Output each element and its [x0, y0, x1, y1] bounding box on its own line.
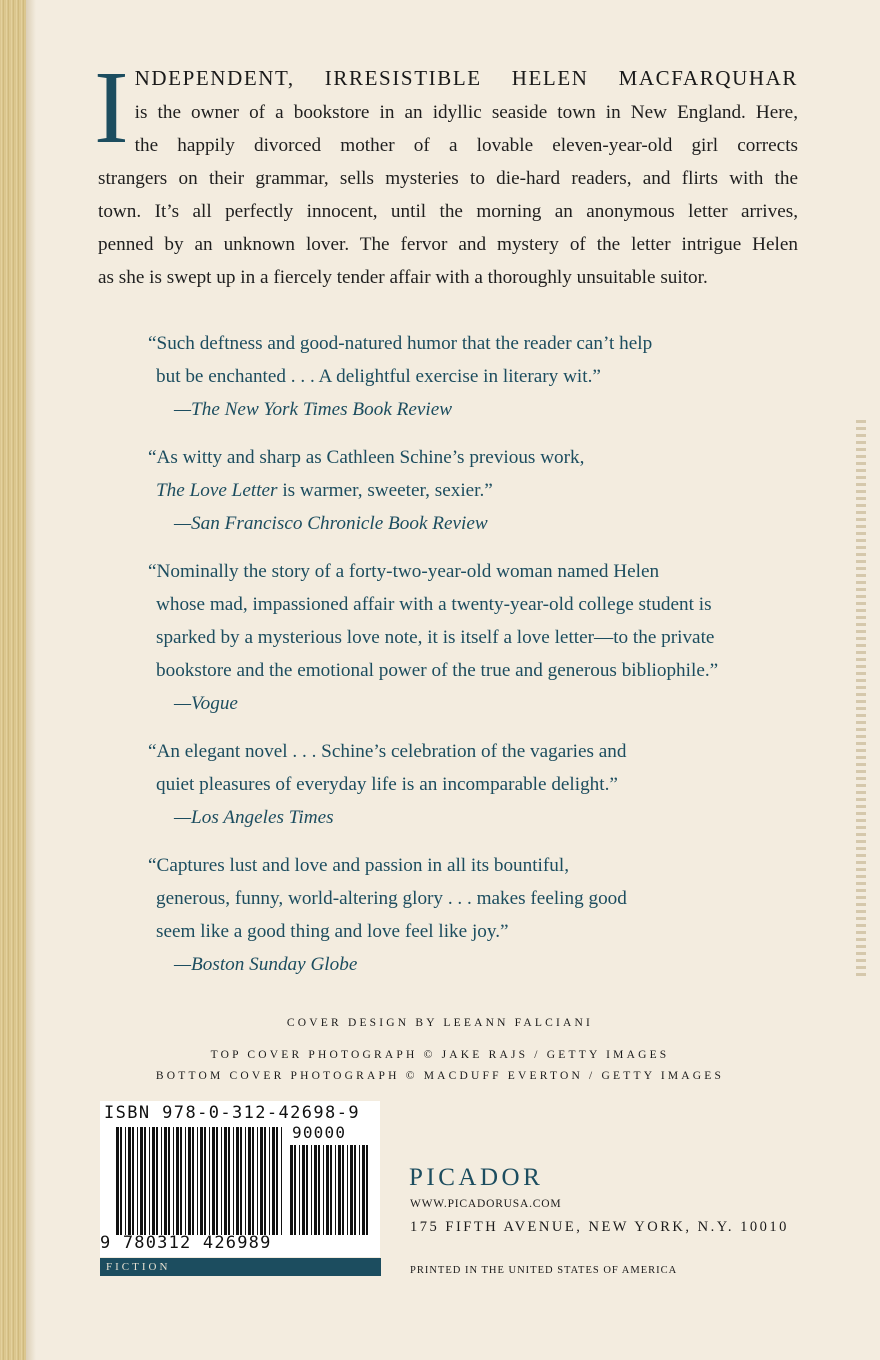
bottom-photo-credit: BOTTOM COVER PHOTOGRAPH © MACDUFF EVERTON / GETTY IMAGES [155, 1070, 725, 1082]
ean-digits: 9 780312 426989 [100, 1233, 272, 1253]
review-sf-chronicle [148, 441, 798, 540]
review-line: “Nominally the story of a forty-two-year-old woman named Helen [148, 561, 660, 582]
barcode-bar [161, 1127, 162, 1235]
review-nyt [148, 327, 798, 426]
barcode-bar [294, 1145, 296, 1235]
review-boston-globe [148, 849, 798, 981]
review-line: “An elegant novel . . . Schine’s celebration of the vagaries and [148, 741, 627, 762]
barcode-bar [216, 1127, 218, 1235]
review-source: —Vogue [174, 693, 238, 714]
review-line [148, 474, 798, 507]
barcode-bar [299, 1145, 300, 1235]
blurb-lead-caps: NDEPENDENT, IRRESISTIBLE HELEN MACFARQUHAR [134, 66, 798, 90]
isbn-number: ISBN 978-0-312-42698-9 [104, 1103, 360, 1123]
barcode-bar [140, 1127, 143, 1235]
barcode-bar [245, 1127, 246, 1235]
blurb-line-5: town. It’s all perfectly innocent, until the morning an anonymous letter arrives, [98, 201, 798, 222]
barcode-bar [152, 1127, 155, 1235]
review-line: seem like a good thing and love feel like joy.” [156, 921, 509, 942]
barcode-bar [128, 1127, 131, 1235]
review-source: —Los Angeles Times [174, 807, 334, 828]
barcode-bar [248, 1127, 251, 1235]
barcode-bar [311, 1145, 312, 1235]
barcode-bar [252, 1127, 254, 1235]
barcode-bar [176, 1127, 179, 1235]
barcode-bar [276, 1127, 278, 1235]
review-source: —San Francisco Chronicle Book Review [174, 513, 488, 534]
barcode-bar [354, 1145, 356, 1235]
barcode-bar [269, 1127, 270, 1235]
barcode-bar [236, 1127, 239, 1235]
book-title: The Love Letter [156, 480, 278, 501]
blurb [94, 50, 798, 294]
barcode-bar [173, 1127, 174, 1235]
ean-barcode-bars [116, 1127, 284, 1235]
barcode-bar [233, 1127, 234, 1235]
review-line: sparked by a mysterious love note, it is itself a love letter—to the private [156, 627, 715, 648]
printed-in: PRINTED IN THE UNITED STATES OF AMERICA [410, 1265, 678, 1276]
barcode-bar [125, 1127, 126, 1235]
barcode-bar [221, 1127, 222, 1235]
page-edge [0, 0, 26, 1360]
barcode-bar [281, 1127, 282, 1235]
barcode-bar [197, 1127, 198, 1235]
review-source: —The New York Times Book Review [174, 399, 453, 420]
barcode-bar [212, 1127, 215, 1235]
review-line: quiet pleasures of everyday life is an incomparable delight.” [156, 774, 618, 795]
barcode-bar [362, 1145, 365, 1235]
barcode-bar [318, 1145, 320, 1235]
barcode-bar [290, 1145, 293, 1235]
barcode-bar [326, 1145, 329, 1235]
barcode-bar [257, 1127, 258, 1235]
barcode-bar [366, 1145, 368, 1235]
barcode-bar [192, 1127, 194, 1235]
barcode-bar [335, 1145, 336, 1235]
barcode-bar [302, 1145, 305, 1235]
review-line: but be enchanted . . . A delightful exercise in literary wit.” [156, 366, 601, 387]
barcode-bar [185, 1127, 186, 1235]
barcode-bar [120, 1127, 122, 1235]
barcode-bar [200, 1127, 203, 1235]
barcode-bar [330, 1145, 332, 1235]
review-line: generous, funny, world-altering glory . . . makes feeling good [156, 888, 627, 909]
blurb-line-7: as she is swept up in a fiercely tender affair with a thoroughly unsuitable suitor. [98, 267, 708, 288]
drop-cap: I [94, 50, 129, 165]
barcode-bar [132, 1127, 134, 1235]
addon-barcode-bars [290, 1145, 370, 1235]
barcode-bar [144, 1127, 146, 1235]
blurb-line-6: penned by an unknown lover. The fervor and mystery of the letter intrigue Helen [98, 234, 798, 255]
review-line-rest: is warmer, sweeter, sexier.” [277, 480, 493, 501]
barcode-bar [359, 1145, 360, 1235]
barcode-bar [314, 1145, 317, 1235]
reviews [148, 327, 798, 996]
publisher-url: WWW.PICADORUSA.COM [410, 1198, 562, 1210]
publisher-name: PICADOR [409, 1164, 544, 1191]
top-photo-credit: TOP COVER PHOTOGRAPH © JAKE RAJS / GETTY IMAGES [210, 1049, 670, 1061]
cover-design-credit: COVER DESIGN BY LEEANN FALCIANI [286, 1017, 594, 1029]
publisher-address: 175 FIFTH AVENUE, NEW YORK, N.Y. 10010 [410, 1219, 789, 1235]
category-label: FICTION [100, 1258, 381, 1276]
blurb-line-1 [98, 62, 798, 96]
blurb-line-4: strangers on their grammar, sells mysteries to die-hard readers, and flirts with the [98, 168, 798, 189]
barcode-bar [260, 1127, 263, 1235]
barcode-bar [149, 1127, 150, 1235]
barcode-bar [342, 1145, 344, 1235]
barcode-bar [338, 1145, 341, 1235]
barcode-bar [264, 1127, 266, 1235]
review-line: “As witty and sharp as Cathleen Schine’s previous work, [148, 447, 585, 468]
review-vogue [148, 555, 798, 720]
barcode-bar [347, 1145, 348, 1235]
review-line: “Such deftness and good-natured humor that the reader can’t help [148, 333, 653, 354]
review-line: “Captures lust and love and passion in all its bountiful, [148, 855, 570, 876]
barcode-bar [350, 1145, 353, 1235]
barcode-bar [209, 1127, 210, 1235]
blurb-line-2: is the owner of a bookstore in an idyllic seaside town in New England. Here, [134, 102, 798, 123]
review-source: —Boston Sunday Globe [174, 954, 358, 975]
review-line: bookstore and the emotional power of the true and generous bibliophile.” [156, 660, 719, 681]
stamp-perforation [856, 420, 866, 980]
barcode-bar [224, 1127, 227, 1235]
barcode-bar [228, 1127, 230, 1235]
barcode-bar [164, 1127, 167, 1235]
barcode-bar [156, 1127, 158, 1235]
barcode-bar [306, 1145, 308, 1235]
barcode-bar [116, 1127, 119, 1235]
barcode-bar [188, 1127, 191, 1235]
barcode-bar [323, 1145, 324, 1235]
barcode-bar [137, 1127, 138, 1235]
blurb-line-3: the happily divorced mother of a lovable eleven-year-old girl corrects [134, 135, 798, 156]
barcode-bar [272, 1127, 275, 1235]
barcode-bar [240, 1127, 242, 1235]
barcode-bar [180, 1127, 182, 1235]
barcode-bar [168, 1127, 170, 1235]
barcode [100, 1101, 380, 1257]
review-line: whose mad, impassioned affair with a twenty-year-old college student is [156, 594, 712, 615]
price-code: 90000 [292, 1123, 347, 1142]
review-la-times [148, 735, 798, 834]
barcode-bar [204, 1127, 206, 1235]
